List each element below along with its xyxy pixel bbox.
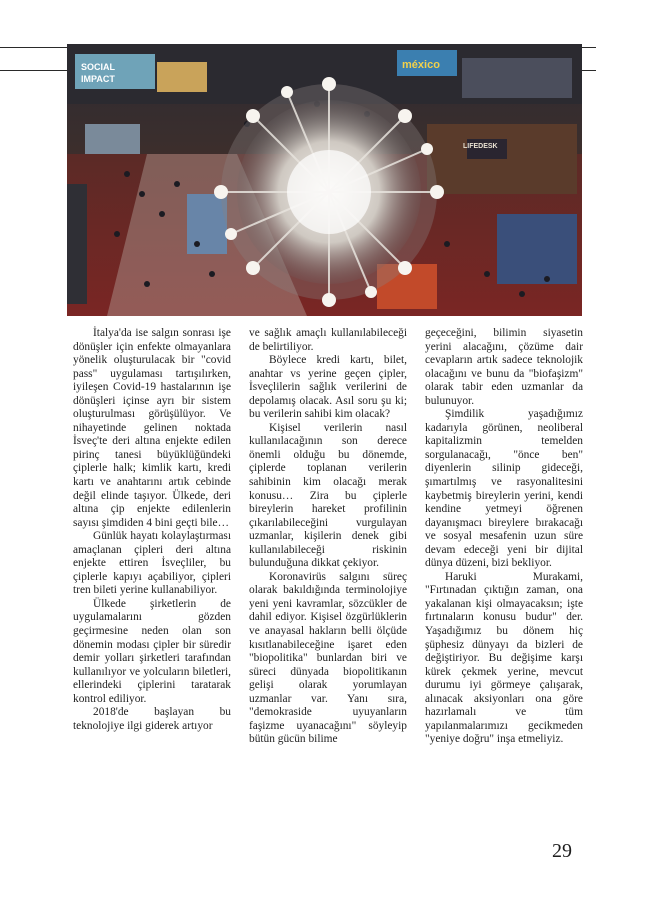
sign-social-impact-line1: SOCIAL xyxy=(81,62,116,72)
text-column-1 xyxy=(73,327,231,797)
page-number: 29 xyxy=(552,840,572,862)
text-column-2 xyxy=(249,327,407,797)
paragraph: Kişisel verilerin nasıl kullanılacağının son derece önemli olduğu bu dönemde, çiplerde toplanan verilerin sahibinin kim olacağı merak konusu… Zira bu çiplerle bireylerin hareket profilinin çıkarılabileceğini vurgulayan uzmanlar, kişilerin denek gibi kullanılabileceği riskinin bulunduğuna dikkat çekiyor. xyxy=(249,421,407,570)
paragraph: Şimdilik yaşadığımız kadarıyla görünen, neoliberal kapitalizmin temelden sorgulanacağı, "önce ben" diyenlerin silinip gideceği, şımartılmış ve rasyonalitesini kaybetmiş bireylerin yerini, kendi kendine yetmeyi öğrenen dayanışmacı bireylere bırakacağı ve sosyal mesafenin uzun süre devam edeceği yeni bir dijital dünya düzeni, bizi bekliyor. xyxy=(425,408,583,570)
paragraph: Haruki Murakami, "Fırtınadan çıktığın zaman, ona yakalanan kişi olmayacaksın; işte fırtınaların konusu budur" der. Yaşadığımız bu dönem hiç şüphesiz dünyayı da bizleri de değiştiriyor. Bu değişime karşı kürek çekmek yerine, mevcut durumu iyi görmeye çalışarak, alınacak aksiyonları ona göre hazırlamalı ve tüm yapılanmalarımızı gecikmeden "yeniye doğru" inşa etmeliyiz. xyxy=(425,570,583,746)
paragraph-continued: geçeceğini, bilimin siyasetin yerini alacağını, çözüme dair cevapların artık sadece teknolojik olacağını ve bunu da "biofaşizm" olarak tabir eden uzmanlar da bulunuyor. xyxy=(425,327,583,407)
article-body xyxy=(73,327,583,797)
paragraph: İtalya'da ise salgın sonrası işe dönüşler için enfekte olmayanlara yönelik oluşturulacak bir "covid pass" uygulaması tartışılırken, iyileşen Covid-19 hastalarının işe dönüşleri içinse ayrı bir sistem oluşturulması görüşülüyor. Ve nihayetinde gelinen noktada İsveç'te deri altına enjekte edilen pirinç tanesi büyüklüğündeki çiplerle halk; kimlik kartı, kredi kartı ve anahtarını artık cebinde değil elinde taşıyor. Ülkede, deri altına çip enjekte edilenlerin sayısı şimdiden 4 bini geçti bile… xyxy=(73,327,231,529)
article-photo xyxy=(67,44,582,316)
header-rule-top-left xyxy=(0,47,67,48)
sign-mexico: méxico xyxy=(402,59,440,71)
sign-social-impact-line2: IMPACT xyxy=(81,74,115,84)
paragraph: Koronavirüs salgını süreç olarak bakıldığında terminolojiye yeni yeni kavramlar, sözcükler de dahil ediyor. Kişisel özgürlüklerin ve anayasal hakların belli ölçüde kısıtlanabileceğine işaret eden "biopolitika" bunlardan biri ve süreci dünyada biopolitikanın gelişi olarak yorumlayan uzmanlar var. Yanı sıra, "demokraside uyuyanların faşizme uyanacağını" söyleyip bütün gücün bilime xyxy=(249,570,407,746)
text-column-3 xyxy=(425,327,583,797)
paragraph: Ülkede şirketlerin de uygulamalarını gözden geçirmesine neden olan son dönemin modası çipler bir süredir demir yolları şirketleri tarafından kullanılıyor ve yolcuların biletleri, ellerindeki çiplerini taratarak kontrol ediliyor. xyxy=(73,597,231,705)
header-rule-bottom-right xyxy=(582,70,596,71)
paragraph: Böylece kredi kartı, bilet, anahtar vs yerine geçen çipler, İsveçlilerin sağlık verilerini de depolamış olacak. Asıl soru şu ki; bu verilerin sahibi kim olacak? xyxy=(249,354,407,421)
paragraph: Günlük hayatı kolaylaştırması amaçlanan çipleri deri altına enjekte ettiren İsveçliler, bu çiplerle kapıyı açabiliyor, çipleri tren bileti yerine kullanabiliyor. xyxy=(73,530,231,597)
paragraph-continued: ve sağlık amaçlı kullanılabileceği de belirtiliyor. xyxy=(249,327,407,353)
expo-hall-illustration xyxy=(67,44,582,316)
header-rule-top-right xyxy=(582,47,596,48)
sign-booth: LIFEDESK xyxy=(463,143,498,150)
header-rule-bottom-left xyxy=(0,70,67,71)
paragraph: 2018'de başlayan bu teknolojiye ilgi giderek artıyor xyxy=(73,706,231,732)
